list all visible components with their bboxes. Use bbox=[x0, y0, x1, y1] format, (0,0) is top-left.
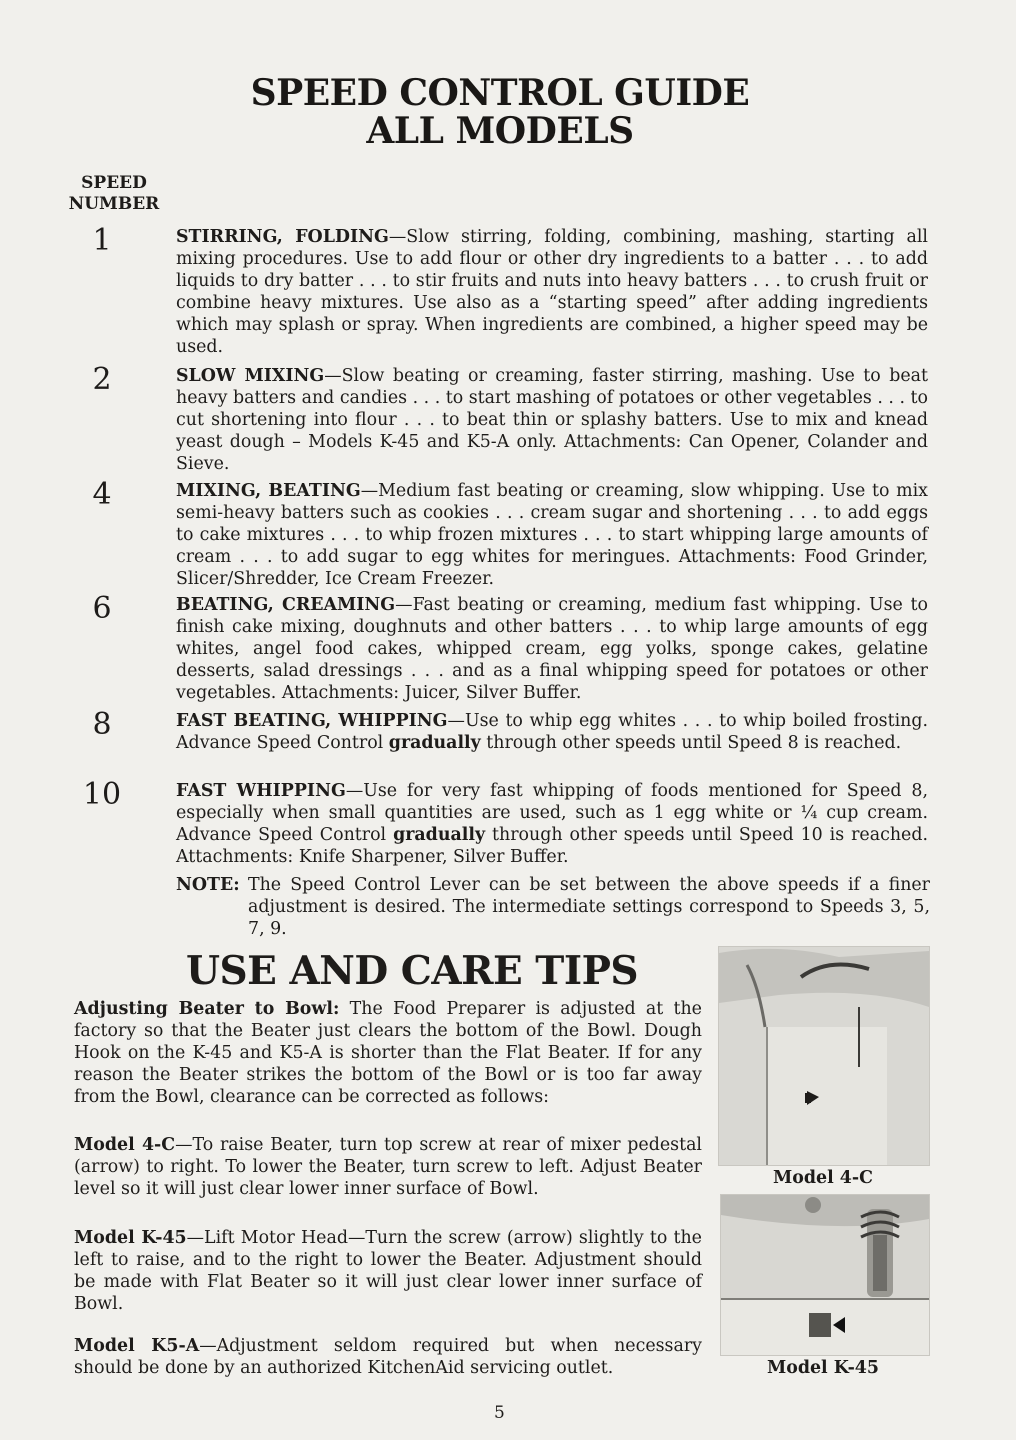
care-label: Adjusting Beater to Bowl: bbox=[74, 999, 340, 1019]
speed-number: 4 bbox=[92, 477, 112, 512]
speed-description bbox=[176, 710, 928, 754]
speed-description bbox=[176, 226, 928, 358]
note-label: NOTE: bbox=[176, 875, 240, 895]
speed-label: FAST WHIPPING bbox=[176, 781, 346, 801]
speed-note bbox=[176, 874, 930, 940]
speed-text: —Slow beating or creaming, faster stirring, mashing. Use to beat heavy batters and candies . . . to start mashing of potatoes or other vegetables . . . to cut shortening into flour . . . to beat thin or splashy batters. Use to mix and knead yeast dough – Models K-45 and K5-A only. Attachments: Can Opener, Colander and Sieve. bbox=[176, 366, 928, 474]
care-label: Model K-45 bbox=[74, 1228, 187, 1248]
model-k45-photo bbox=[720, 1194, 930, 1356]
care-paragraph-4c bbox=[74, 1134, 702, 1200]
speed-label: STIRRING, FOLDING bbox=[176, 227, 389, 247]
care-text: —To raise Beater, turn top screw at rear of mixer pedestal (arrow) to right. To lower the Beater, turn screw to left. Adjust Beater level so it will just clear lower inner surface of Bowl. bbox=[74, 1135, 702, 1199]
speed-description bbox=[176, 365, 928, 475]
title-line-1: SPEED CONTROL GUIDE bbox=[250, 72, 750, 114]
speed-label: SLOW MIXING bbox=[176, 366, 325, 386]
speed-description bbox=[176, 594, 928, 704]
mixer-head-illustration bbox=[721, 1195, 929, 1355]
care-paragraph-k45 bbox=[74, 1227, 702, 1315]
speed-emphasis: gradually bbox=[388, 733, 481, 753]
speed-text: —Fast beating or creaming, medium fast whipping. Use to finish cake mixing, doughnuts and other batters . . . to whip large amounts of egg whites, angel food cakes, whipped cream, egg yolks, sponge cakes, gelatine desserts, salad dressings . . . and as a final whipping speed for potatoes or other vegetables. Attachments: Juicer, Silver Buffer. bbox=[176, 595, 929, 703]
speed-description bbox=[176, 480, 928, 590]
care-text: —Lift Motor Head—Turn the screw (arrow) slightly to the left to raise, and to the right to lower the Beater. Adjustment should be made with Flat Beater so it will just clear lower inner surface of Bowl. bbox=[74, 1228, 702, 1314]
care-paragraph-adjusting bbox=[74, 998, 702, 1108]
speed-label: BEATING, CREAMING bbox=[176, 595, 396, 615]
speed-text: —Use for very fast whipping of foods mentioned for Speed 8, especially when small quantities are used, such as 1 egg white or ¼ cup cream. Advance Speed Control bbox=[176, 781, 928, 845]
title-line-2: ALL MODELS bbox=[366, 110, 634, 152]
mixer-pedestal-illustration bbox=[719, 947, 929, 1165]
speed-text: through other speeds until Speed 8 is reached. bbox=[480, 733, 902, 753]
care-section-title: USE AND CARE TIPS bbox=[186, 948, 639, 994]
speed-number: 1 bbox=[92, 223, 112, 258]
speed-number: 6 bbox=[92, 591, 112, 626]
care-text: The Food Preparer is adjusted at the factory so that the Beater just clears the bottom of the Bowl. Dough Hook on the K-45 and K5-A is shorter than the Flat Beater. If for any reason the Beater strikes the bottom of the Bowl or is too far away from the Bowl, clearance can be corrected as follows: bbox=[74, 999, 702, 1107]
speed-text: —Slow stirring, folding, combining, mashing, starting all mixing procedures. Use to add flour or other dry ingredients to a batter . . . to add liquids to dry batter . . . to stir fruits and nuts into heavy batters . . . to crush fruit or combine heavy mixtures. Use also as a “starting speed” after adding ingredients which may splash or spray. When ingredients are combined, a higher speed may be used. bbox=[176, 227, 928, 357]
speed-description bbox=[176, 780, 928, 868]
speed-label: MIXING, BEATING bbox=[176, 481, 361, 501]
note-text: The Speed Control Lever can be set between the above speeds if a finer adjustment is desired. The intermediate settings correspond to Speeds 3, 5, 7, 9. bbox=[248, 875, 930, 939]
page-title bbox=[0, 74, 1000, 150]
care-label: Model K5-A bbox=[74, 1336, 200, 1356]
speed-label: FAST BEATING, WHIPPING bbox=[176, 711, 448, 731]
photo-caption-k45: Model K-45 bbox=[766, 1358, 879, 1378]
speed-text: through other speeds until Speed 10 is reached. Attachments: Knife Sharpener, Silver Buffer. bbox=[176, 825, 928, 867]
care-paragraph-k5a bbox=[74, 1335, 702, 1379]
speed-header-line-1: SPEED bbox=[81, 173, 147, 193]
speed-text: —Medium fast beating or creaming, slow whipping. Use to mix semi-heavy batters such as cookies . . . cream sugar and shortening . . . to add eggs to cake mixtures . . . to whip frozen mixtures . . . to start whipping large amounts of cream . . . to add sugar to egg whites for meringues. Attachments: Food Grinder, Slicer/Shredder, Ice Cream Freezer. bbox=[176, 481, 928, 589]
speed-number: 2 bbox=[92, 362, 112, 397]
photo-caption-4c: Model 4-C bbox=[773, 1168, 873, 1188]
speed-text: —Use to whip egg whites . . . to whip boiled frosting. Advance Speed Control bbox=[176, 711, 928, 753]
care-label: Model 4-C bbox=[74, 1135, 176, 1155]
model-4c-photo bbox=[718, 946, 930, 1166]
speed-emphasis: gradually bbox=[393, 825, 486, 845]
care-text: —Adjustment seldom required but when necessary should be done by an authorized KitchenAid servicing outlet. bbox=[74, 1336, 702, 1378]
speed-number: 8 bbox=[92, 707, 112, 742]
page-number: 5 bbox=[494, 1403, 505, 1423]
speed-number: 10 bbox=[82, 777, 122, 812]
speed-number-header bbox=[62, 173, 166, 215]
speed-header-line-2: NUMBER bbox=[68, 194, 160, 214]
